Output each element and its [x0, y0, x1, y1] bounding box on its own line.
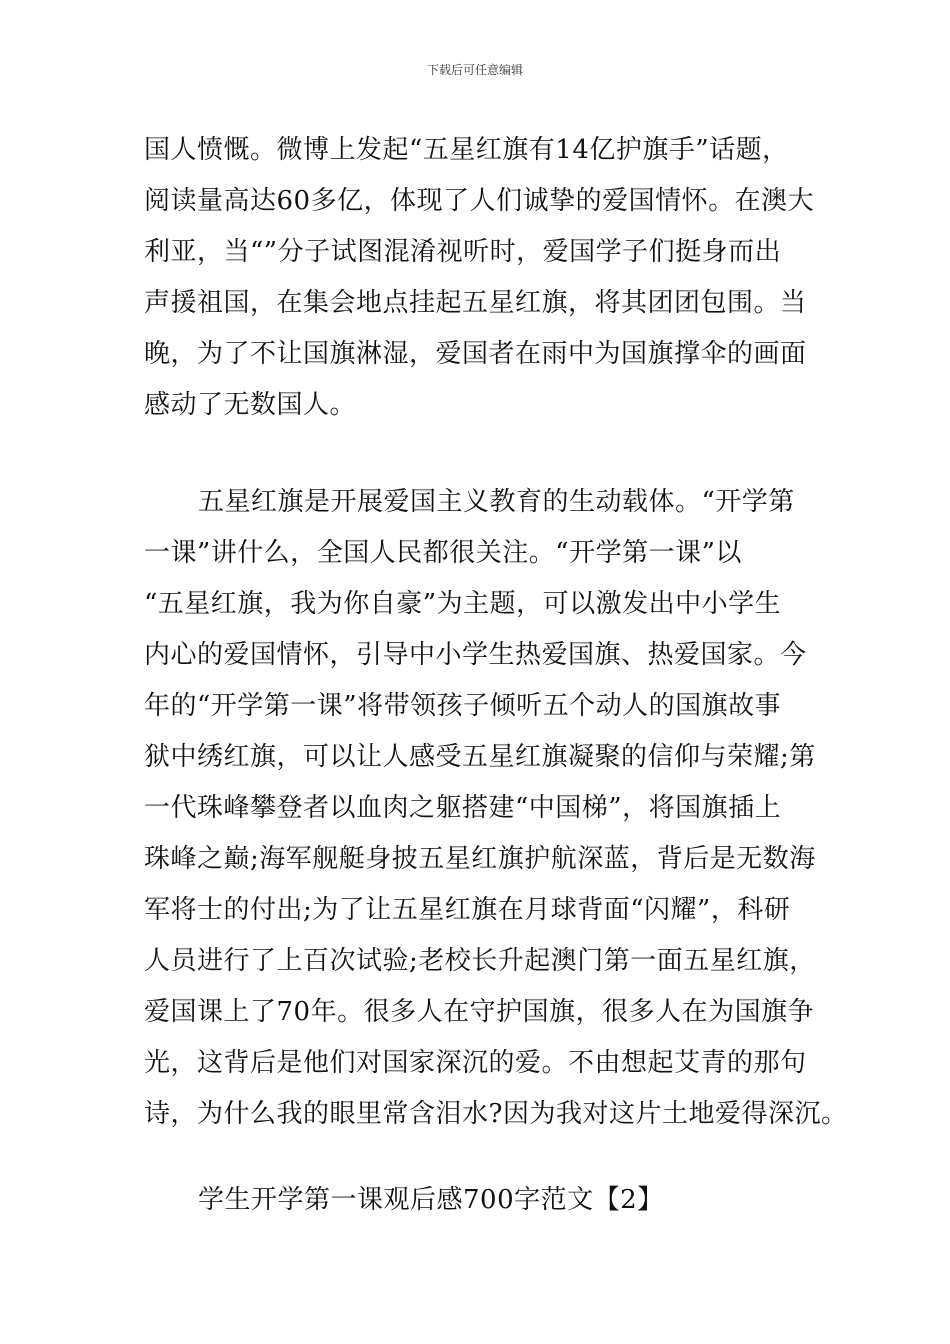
- paragraph-2-line-5: 年的“开学第一课”将带领孩子倾听五个动人的国旗故事: [144, 691, 782, 721]
- paragraph-2-line-3: “五星红旗，我为你自豪”为主题，可以激发出中小学生: [144, 589, 782, 619]
- paragraph-1-line-6: 感动了无数国人。: [144, 390, 357, 420]
- paragraph-2-line-7: 一代珠峰攀登者以血肉之躯搭建“中国梯”，将国旗插上: [144, 793, 782, 823]
- paragraph-2-line-12: 光，这背后是他们对国家深沉的爱。不由想起艾青的那句: [144, 1048, 807, 1078]
- paragraph-2-line-4: 内心的爱国情怀，引导中小学生热爱国旗、热爱国家。今: [144, 640, 807, 670]
- paragraph-2-line-1: 五星红旗是开展爱国主义教育的生动载体。“开学第: [198, 487, 795, 517]
- paragraph-2-line-11: 爱国课上了70年。很多人在守护国旗，很多人在为国旗争: [144, 997, 815, 1027]
- paragraph-1-line-5: 晚，为了不让国旗淋湿，爱国者在雨中为国旗撑伞的画面: [144, 339, 807, 369]
- paragraph-2-line-8: 珠峰之巅;海军舰艇身披五星红旗护航深蓝，背后是无数海: [144, 844, 816, 874]
- paragraph-1-line-2: 阅读量高达60多亿，体现了人们诚挚的爱国情怀。在澳大: [144, 186, 815, 216]
- paragraph-1-line-1: 国人愤慨。微博上发起“五星红旗有14亿护旗手”话题，: [144, 135, 789, 165]
- paragraph-2-line-2: 一课”讲什么，全国人民都很关注。“开学第一课”以: [144, 538, 742, 568]
- paragraph-1-line-3: 利亚，当“”分子试图混淆视听时，爱国学子们挺身而出: [144, 237, 782, 267]
- paragraph-2-line-13: 诗，为什么我的眼里常含泪水?因为我对这片土地爱得深沉。: [144, 1099, 848, 1129]
- paragraph-2-line-10: 人员进行了上百次试验;老校长升起澳门第一面五星红旗，: [144, 946, 816, 976]
- paragraph-1-line-4: 声援祖国，在集会地点挂起五星红旗，将其团团包围。当: [144, 288, 807, 318]
- paragraph-2-line-6: 狱中绣红旗，可以让人感受五星红旗凝聚的信仰与荣耀;第: [144, 742, 816, 772]
- paragraph-2-line-9: 军将士的付出;为了让五星红旗在月球背面“闪耀”，科研: [144, 895, 791, 925]
- section-heading: 学生开学第一课观后感700字范文【2】: [198, 1185, 664, 1215]
- page-header-note: 下载后可任意编辑: [426, 63, 523, 77]
